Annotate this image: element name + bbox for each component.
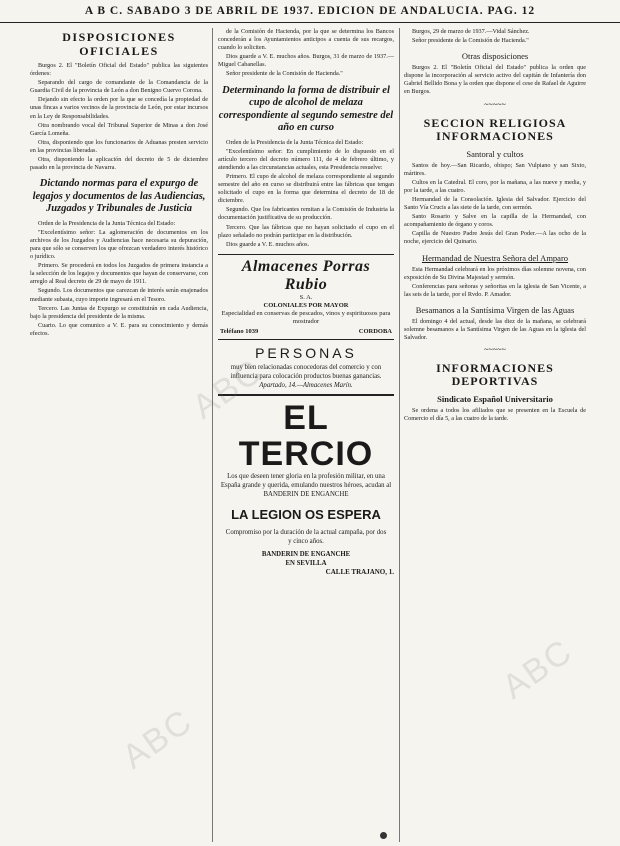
page-header — [0, 0, 620, 23]
section-heading: SECCION RELIGIOSA INFORMACIONES — [423, 115, 567, 143]
subheading: Besamanos a la Santísima Virgen de las Aguas — [415, 304, 575, 315]
paragraph: Tercero. Las Juntas de Expurgo se constituirán en cada Audiencia, bajo la presidencia del presidente de la misma. — [30, 304, 208, 320]
paragraph: Esta Hermandad celebrará en los próximos días solemne novena, con exposición de Su Divina Majestad y sermón. — [404, 265, 586, 281]
legion-text-2: y cinco años. — [288, 537, 324, 545]
paragraph: Otra, disponiendo que los funcionarios de Aduanas presten servicio en las provincias liberadas. — [30, 138, 208, 154]
tercio-title: EL TERCIO — [238, 398, 374, 473]
article-heading: Dictando normas para el expurgo de legajos y documentos de las Audiencias, Juzgados y Tribunales de Justicia — [32, 178, 206, 215]
paragraph: Dejando sin efecto la orden por la que se concedía la propiedad de unas fincas a varios vecinos de la provincia de León, por estar incursos en la Ley de Responsabilidades. — [30, 96, 208, 120]
subheading: Sindicato Español Universitario — [437, 394, 553, 405]
ad-title: Almacenes Porras Rubio — [241, 257, 371, 293]
personas-heading: PERSONAS — [255, 344, 357, 361]
paragraph: "Excelentísimo señor: La aglomeración de documentos en los archivos de los Juzgados y Audiencias hace necesaria su depuración, para que sólo se conserven los que ofrezcan verdadero interés histórico o jurídico. — [30, 228, 208, 261]
paragraph: Santos de hoy.—San Ricardo, obispo; San Vulpiano y san Sixto, mártires. — [404, 161, 586, 177]
paragraph: Burgos, 29 de marzo de 1937.—Vidal Sánchez. — [412, 28, 530, 35]
paragraph: "Excelentísimo señor: En cumplimiento de lo dispuesto en el artículo tercero del decreto número 111, de 4 de febrero último, y atendiendo a las circunstancias actuales, esta Presidencia resuelve: — [218, 147, 394, 171]
paragraph: Señor presidente de la Comisión de Hacienda." — [226, 70, 343, 78]
column-1 — [30, 28, 208, 844]
paragraph: Hermandad de la Consolación. Iglesia del Salvador. Ejercicio del Santo Vía Crucis a las siete de la tarde, con sermón. — [404, 195, 586, 212]
paragraph: Burgos 2. El "Boletín Oficial del Estado" publica las siguientes órdenes: — [30, 62, 208, 78]
personas-text: muy bien relacionadas conocedoras del comercio y con influencia para colocación productos buenas ganancias. — [230, 363, 382, 380]
ornament-separator: ~~~~~ — [484, 99, 506, 109]
ornament-separator: ~~~~~ — [484, 345, 506, 355]
paragraph: Orden de la Presidencia de la Junta Técnica del Estado: — [38, 219, 176, 227]
watermark: ABC — [495, 631, 580, 707]
paragraph: Primero. Se procederá en todos los Juzgados de primera instancia a la selección de los legajos y documentos que hayan de conservarse, con arreglo al Real decreto de 29 de mayo de 1911. — [30, 262, 208, 286]
paragraph: Separando del cargo de comandante de la Comandancia de la Guardia Civil de la provincia de León a don Benigno Cuervo Corona. — [30, 79, 208, 95]
paragraph: Tercero. Que las fábricas que no hayan solicitado el cupo en el plazo señalado no podrán participar en la distribución. — [218, 223, 394, 239]
ad-text: Especialidad en conservas de pescados, vinos y espirituosos para mostrador — [221, 309, 391, 325]
paragraph: de la Comisión de Hacienda, por la que se determina los Bancos concederán a los Ayuntamientos anticipos a cuenta de sus recargos, cuando lo soliciten. — [218, 28, 394, 52]
banderin-address: CALLE TRAJANO, 1. — [325, 567, 394, 576]
page-header-title: A B C. SABADO 3 DE ABRIL DE 1937. EDICION DE ANDALUCIA. PAG. 12 — [84, 5, 536, 17]
article-heading: Determinando la forma de distribuir el cupo de alcohol de melaza correspondiente al segundo semestre del año en curso — [218, 84, 394, 134]
subheading: Santoral y cultos — [466, 148, 524, 159]
paragraph: Se ordena a todos los afiliados que se presenten en la Escuela de Comercio el día 5, a las cuatro de la tarde. — [404, 407, 586, 423]
paragraph: Primero. El cupo de alcohol de melaza correspondiente al segundo semestre del año en curso se distribuirá entre las fábricas que tengan solicitado el cupo en la forma que determina el decreto de 18 de diciembre. — [218, 172, 394, 205]
paragraph: Dios guarde a V. E. muchos años. Burgos, 31 de marzo de 1937.—Miguel Cabanellas. — [218, 53, 394, 69]
banderin: BANDERIN DE ENGANCHE — [261, 550, 351, 558]
paragraph: El domingo 4 del actual, desde las diez de la mañana, se celebrará solemne besamanos a la Santísima Virgen de las Aguas en la iglesia del Salvador. — [404, 317, 586, 342]
section-heading: INFORMACIONES DEPORTIVAS — [436, 361, 554, 389]
ad-city: CORDOBA — [358, 327, 392, 335]
tercio-text: Los que deseen tener gloria en la profesión militar, en una España grande y querida, emulando nuestros héroes, acudan al BANDERIN DE ENGANCHE — [220, 472, 392, 498]
advertisement-porras — [218, 254, 394, 340]
advertisement-tercio — [218, 394, 394, 576]
ink-dot — [380, 832, 387, 839]
ad-phone: Teléfano 1039 — [220, 327, 259, 335]
paragraph: Cultos en la Catedral. El coro, por la mañana, a las nueve y media, y por la tarde, a las cuatro. — [404, 178, 586, 194]
personas-address: Apartado, 14.—Almacenes Marín. — [259, 381, 353, 389]
paragraph: Santo Rosario y Salve en la capilla de la Hermandad, con acompañamiento de órgano y coros. — [404, 213, 586, 229]
legion-text: Compromiso por la duración de la actual campaña, por dos — [225, 528, 387, 536]
paragraph: Dios guarde a V. E. muchos años. — [226, 240, 310, 248]
column-2 — [218, 28, 394, 844]
watermark: ABC — [115, 701, 200, 777]
column-rule — [212, 28, 213, 842]
section-heading: DISPOSICIONES OFICIALES — [62, 30, 176, 58]
column-rule — [399, 28, 400, 842]
column-3 — [404, 28, 586, 844]
subheading: Hermandad de Nuestra Señora del Amparo — [421, 252, 569, 263]
paragraph: Segundo. Que los fabricantes remitan a la Comisión de Industria la documentación justificativa de su producción. — [218, 206, 394, 222]
paragraph: Burgos 2. El "Boletín Oficial del Estado" publica la orden que dispone la incorporación al servicio activo del capitán de Infantería don Gabriel Bellido Bona y la orden que dispone el cese de Rafael de Aguirre en Burgos. — [404, 64, 586, 96]
paragraph: Cuarto. Lo que comunico a V. E. para su conocimiento y demás efectos. — [30, 321, 208, 337]
subheading: Otras disposiciones — [461, 51, 529, 62]
paragraph: Otra nombrando vocal del Tribunal Superior de Minas a don José García Lomeña. — [30, 121, 208, 137]
ad-subtitle: S. A. — [299, 293, 313, 301]
paragraph: Señor presidente de la Comisión de Hacienda." — [412, 37, 529, 45]
paragraph: Orden de la Presidencia de la Junta Técnica del Estado: — [226, 138, 364, 146]
paragraph: Conferencias para señoras y señoritas en la iglesia de San Vicente, a las seis de la tarde, por el Rvdo. P. Amador. — [404, 282, 586, 298]
paragraph: Capilla de Nuestro Padre Jesús del Gran Poder.—A las ocho de la noche, ejercicio del Quinario. — [404, 230, 586, 246]
paragraph: Otra, disponiendo la aplicación del decreto de 5 de diciembre pasado en la provincia de Navarra. — [30, 156, 208, 172]
banderin-city: EN SEVILLA — [285, 559, 327, 567]
ad-line: COLONIALES POR MAYOR — [263, 301, 349, 309]
watermark: ABC — [185, 351, 270, 427]
legion-title: LA LEGION OS ESPERA — [231, 506, 381, 522]
paragraph: Segundo. Los documentos que carezcan de interés serán enajenados mediante subasta, cuyo importe ingresará en el Tesoro. — [30, 287, 208, 303]
